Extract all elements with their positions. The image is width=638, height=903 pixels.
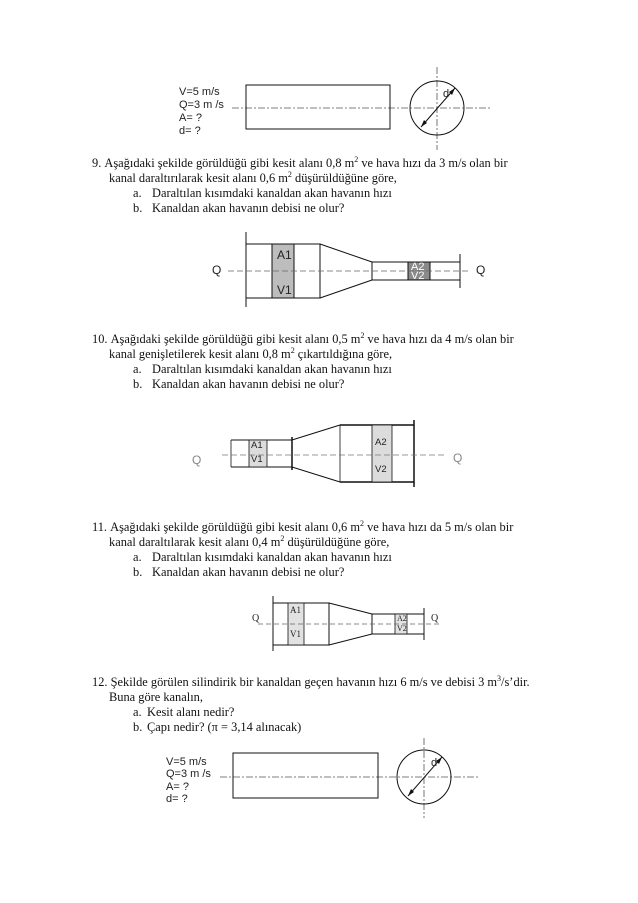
fig-top-area: A= ? bbox=[179, 112, 202, 124]
fig-q11-a1: A1 bbox=[290, 605, 301, 615]
question-9-item-a: Daraltılan kısımdaki kanaldan akan havanın hızı bbox=[152, 186, 392, 200]
fig-q9-q-right: Q bbox=[476, 263, 486, 277]
question-11-line2: kanal daraltılarak kesit alanı 0,4 $m^2$ düşürüldüğüne göre, bbox=[109, 533, 390, 549]
question-12-number: 12. bbox=[92, 675, 108, 689]
question-12-item-b: Çapı nedir? (π = 3,14 alınacak) bbox=[147, 720, 302, 734]
fig-q9-v1: V1 bbox=[277, 283, 292, 297]
fig-bottom-area: A= ? bbox=[166, 781, 189, 793]
fig-q11-v1: V1 bbox=[290, 629, 301, 639]
question-9-number: 9. bbox=[92, 156, 102, 170]
fig-top-flow: Q=3 m /s bbox=[179, 99, 224, 111]
fig-bottom-velocity: V=5 m/s bbox=[166, 756, 207, 768]
fig-q11-a2: A2 bbox=[397, 614, 407, 623]
question-12-item-b-marker: b. bbox=[133, 720, 143, 734]
fig-q9-v2: V2 bbox=[411, 270, 425, 282]
question-11-item-a: Daraltılan kısımdaki kanaldan akan havanın hızı bbox=[152, 550, 392, 564]
question-11-item-b: Kanaldan akan havanın debisi ne olur? bbox=[152, 565, 345, 579]
fig-q11-v2: V2 bbox=[397, 624, 407, 633]
fig-q9-a2: A2 bbox=[411, 261, 425, 273]
question-10-item-a: Daraltılan kısımdaki kanaldan akan havanın hızı bbox=[152, 362, 392, 376]
fig-q9-q-left: Q bbox=[212, 263, 222, 277]
question-11-item-b-marker: b. bbox=[133, 565, 143, 579]
question-11-number: 11. bbox=[92, 520, 108, 534]
question-9-line1: 9. Aşağıdaki şekilde görüldüğü gibi kesit alanı 0,8 $m^2$ ve hava hızı da 3 m/s olan bir bbox=[92, 154, 508, 170]
fig-top-d-label: d bbox=[443, 88, 450, 100]
question-9-item-b-marker: b. bbox=[133, 201, 143, 215]
fig-bottom-flow: Q=3 m /s bbox=[166, 768, 211, 780]
fig-q11-q-right: Q bbox=[431, 613, 439, 624]
question-11-item-a-marker: a. bbox=[133, 550, 142, 564]
question-9-item-a-marker: a. bbox=[133, 186, 142, 200]
fig-q10-q-right: Q bbox=[453, 451, 463, 465]
question-9-line2: kanal daraltırılarak kesit alanı 0,6 $m^2$ düşürüldüğüne göre, bbox=[109, 169, 397, 185]
question-10-line1: 10. Aşağıdaki şekilde görüldüğü gibi kesit alanı 0,5 $m^2$ ve hava hızı da 4 m/s olan bir bbox=[92, 330, 514, 346]
fig-q11-q-left: Q bbox=[252, 613, 260, 624]
fig-q10-a2: A2 bbox=[375, 437, 387, 448]
fig-top-diameter: d= ? bbox=[179, 125, 201, 137]
fig-bottom-diameter: d= ? bbox=[166, 793, 188, 805]
fig-q10-q-left: Q bbox=[192, 453, 202, 467]
question-12-line2: Buna göre kanalın, bbox=[109, 690, 203, 704]
question-11-line1: 11. Aşağıdaki şekilde görüldüğü gibi kesit alanı 0,6 $m^2$ ve hava hızı da 5 m/s olan bir bbox=[92, 518, 514, 534]
fig-top-velocity: V=5 m/s bbox=[179, 86, 220, 98]
question-10-number: 10. bbox=[92, 332, 108, 346]
fig-q10-v2: V2 bbox=[375, 464, 387, 475]
question-12-line1: 12. Şekilde görülen silindirik bir kanaldan geçen havanın hızı 6 m/s ve debisi 3 $m^3/s’dir$. bbox=[92, 673, 530, 689]
fig-q9-a1: A1 bbox=[277, 248, 292, 262]
question-12-item-a: Kesit alanı nedir? bbox=[147, 705, 235, 719]
fig-q10-a1: A1 bbox=[251, 440, 263, 451]
question-10-item-b-marker: b. bbox=[133, 377, 143, 391]
question-9-item-b: Kanaldan akan havanın debisi ne olur? bbox=[152, 201, 345, 215]
question-10-item-b: Kanaldan akan havanın debisi ne olur? bbox=[152, 377, 345, 391]
question-10-item-a-marker: a. bbox=[133, 362, 142, 376]
fig-q10-v1: V1 bbox=[251, 454, 263, 465]
fig-bottom-d-label: d bbox=[431, 757, 438, 769]
question-10-line2: kanal genişletilerek kesit alanı 0,8 $m^2$ çıkartıldığına göre, bbox=[109, 345, 393, 361]
question-12-item-a-marker: a. bbox=[133, 705, 142, 719]
